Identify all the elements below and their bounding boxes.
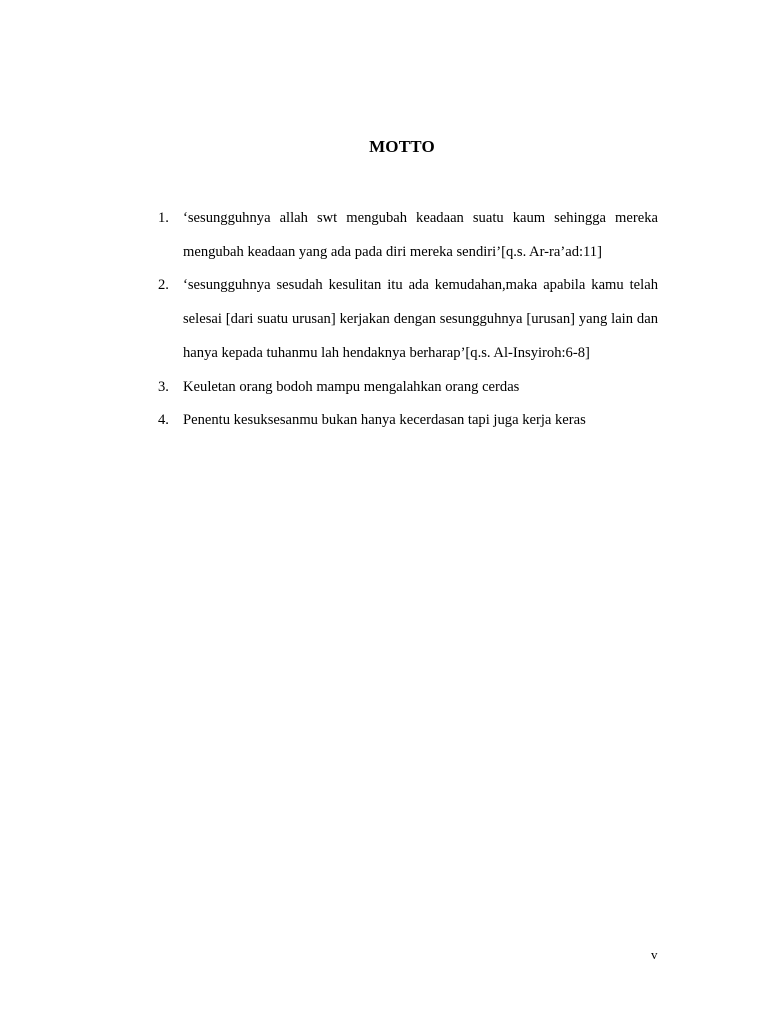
list-item-number: 3. [158,378,169,395]
list-item-1 [158,202,658,269]
list-item-text: ‘sesungguhnya sesudah kesulitan itu ada kemudahan,maka apabila kamu telah selesai [dari suatu urusan] kerjakan dengan sesungguhnya [urusan] yang lain dan hanya kepada tuhanmu lah hendaknya berharap’[q.s. Al-Insyiroh:6-8] [183,277,658,361]
page-number: v [651,947,658,962]
list-item-text: Penentu kesuksesanmu bukan hanya kecerdasan tapi juga kerja keras [183,412,586,429]
list-item-number: 1. [158,210,169,226]
page-title: MOTTO [369,137,435,156]
list-item-4 [158,404,658,438]
list-item-text: Keuletan orang bodoh mampu mengalahkan orang cerdas [183,378,520,395]
list-item-number: 2. [158,277,169,294]
motto-list [158,202,658,438]
list-item-number: 4. [158,412,169,429]
list-item-3 [158,371,658,405]
list-item-text: ‘sesungguhnya allah swt mengubah keadaan suatu kaum sehingga mereka mengubah keadaan yang ada pada diri mereka sendiri’[q.s. Ar-ra’ad:11] [183,210,658,260]
list-item-2 [158,269,658,370]
